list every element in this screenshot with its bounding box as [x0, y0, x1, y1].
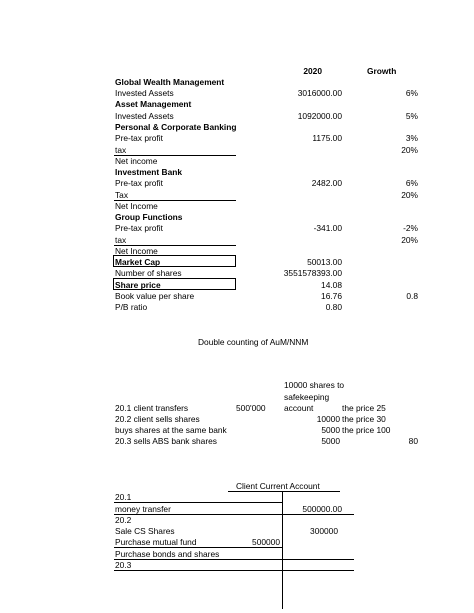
- row-value: 16.76: [321, 291, 342, 301]
- row-growth: 6%: [405, 88, 418, 98]
- account-row-label: 20.3: [115, 560, 132, 570]
- t-account-center-line: [282, 491, 283, 609]
- row-label: Pre-tax profit: [115, 133, 163, 143]
- divider: [114, 559, 354, 560]
- safekeeping-extra: 80: [408, 436, 418, 446]
- safekeeping-row-label: 20.1 client transfers: [115, 403, 189, 413]
- row-growth: 3%: [405, 133, 418, 143]
- safekeeping-qty: 10000: [316, 414, 340, 424]
- row-label: Share price: [115, 280, 161, 290]
- safekeeping-row-label: 20.2 client sells shares: [115, 414, 200, 424]
- row-growth: 20%: [401, 190, 418, 200]
- row-label: Net Income: [115, 201, 158, 211]
- safekeeping-price: the price 25: [342, 403, 386, 413]
- row-value: 2482.00: [311, 178, 342, 188]
- divider: [114, 570, 354, 571]
- row-label: Pre-tax profit: [115, 178, 163, 188]
- safekeeping-price: the price 30: [342, 414, 386, 424]
- safekeeping-header-line: safekeeping: [284, 392, 330, 402]
- row-label: Invested Assets: [115, 111, 174, 121]
- t-account-top-line: [228, 491, 340, 492]
- row-label: Market Cap: [115, 257, 161, 267]
- safekeeping-price: the price 100: [342, 425, 391, 435]
- row-label: Personal & Corporate Banking: [115, 122, 237, 132]
- row-label: Book value per share: [115, 291, 195, 301]
- account-row-label: 20.1: [115, 492, 132, 502]
- divider: [114, 514, 354, 515]
- row-value: 50013.00: [307, 257, 342, 267]
- divider: [114, 547, 282, 548]
- row-value: 14.08: [321, 280, 342, 290]
- row-growth: 0.8: [406, 291, 418, 301]
- row-label: Group Functions: [115, 212, 183, 222]
- safekeeping-qty: 5000: [321, 436, 340, 446]
- divider: [114, 502, 282, 503]
- safekeeping-header-line: account: [284, 403, 314, 413]
- row-label: Global Wealth Management: [115, 77, 225, 87]
- account-row-label: money transfer: [115, 504, 171, 514]
- row-label: Invested Assets: [115, 88, 174, 98]
- row-value: 3551578393.00: [283, 268, 342, 278]
- row-label: Pre-tax profit: [115, 223, 163, 233]
- row-label: Number of shares: [115, 268, 182, 278]
- row-label: Tax: [115, 190, 129, 200]
- account-row-label: 20.2: [115, 515, 132, 525]
- double-counting-title: Double counting of AuM/NNM: [198, 337, 309, 347]
- safekeeping-header-line: 10000 shares to: [284, 380, 345, 390]
- row-growth: 20%: [401, 145, 418, 155]
- account-debit: 500000: [252, 537, 280, 547]
- row-label: P/B ratio: [115, 302, 148, 312]
- row-label: Investment Bank: [115, 167, 183, 177]
- row-growth: -2%: [403, 223, 418, 233]
- account-credit: 500000.00: [302, 504, 342, 514]
- row-value: 1175.00: [312, 133, 342, 143]
- row-label: Asset Management: [115, 99, 192, 109]
- row-value: 3016000.00: [297, 88, 342, 98]
- row-growth: 6%: [405, 178, 418, 188]
- row-growth: 5%: [405, 111, 418, 121]
- row-value: -341.00: [313, 223, 342, 233]
- account-row-label: Purchase mutual fund: [115, 537, 197, 547]
- account-row-label: Sale CS Shares: [115, 526, 175, 536]
- account-credit: 300000: [310, 526, 338, 536]
- safekeeping-row-label: 20.3 sells ABS bank shares: [115, 436, 217, 446]
- safekeeping-row-label: buys shares at the same bank: [115, 425, 227, 435]
- row-label: tax: [115, 145, 127, 155]
- safekeeping-qty: 5000: [321, 425, 340, 435]
- row-value: 0.80: [325, 302, 342, 312]
- account-row-label: Purchase bonds and shares: [115, 549, 220, 559]
- safekeeping-amount: 500'000: [236, 403, 266, 413]
- client-account-title: Client Current Account: [236, 481, 320, 491]
- row-label: tax: [115, 235, 127, 245]
- row-value: 1092000.00: [297, 111, 342, 121]
- row-label: Net Income: [115, 246, 158, 256]
- year-header: 2020: [303, 66, 322, 76]
- growth-header: Growth: [367, 66, 397, 76]
- row-growth: 20%: [401, 235, 418, 245]
- row-label: Net income: [115, 156, 158, 166]
